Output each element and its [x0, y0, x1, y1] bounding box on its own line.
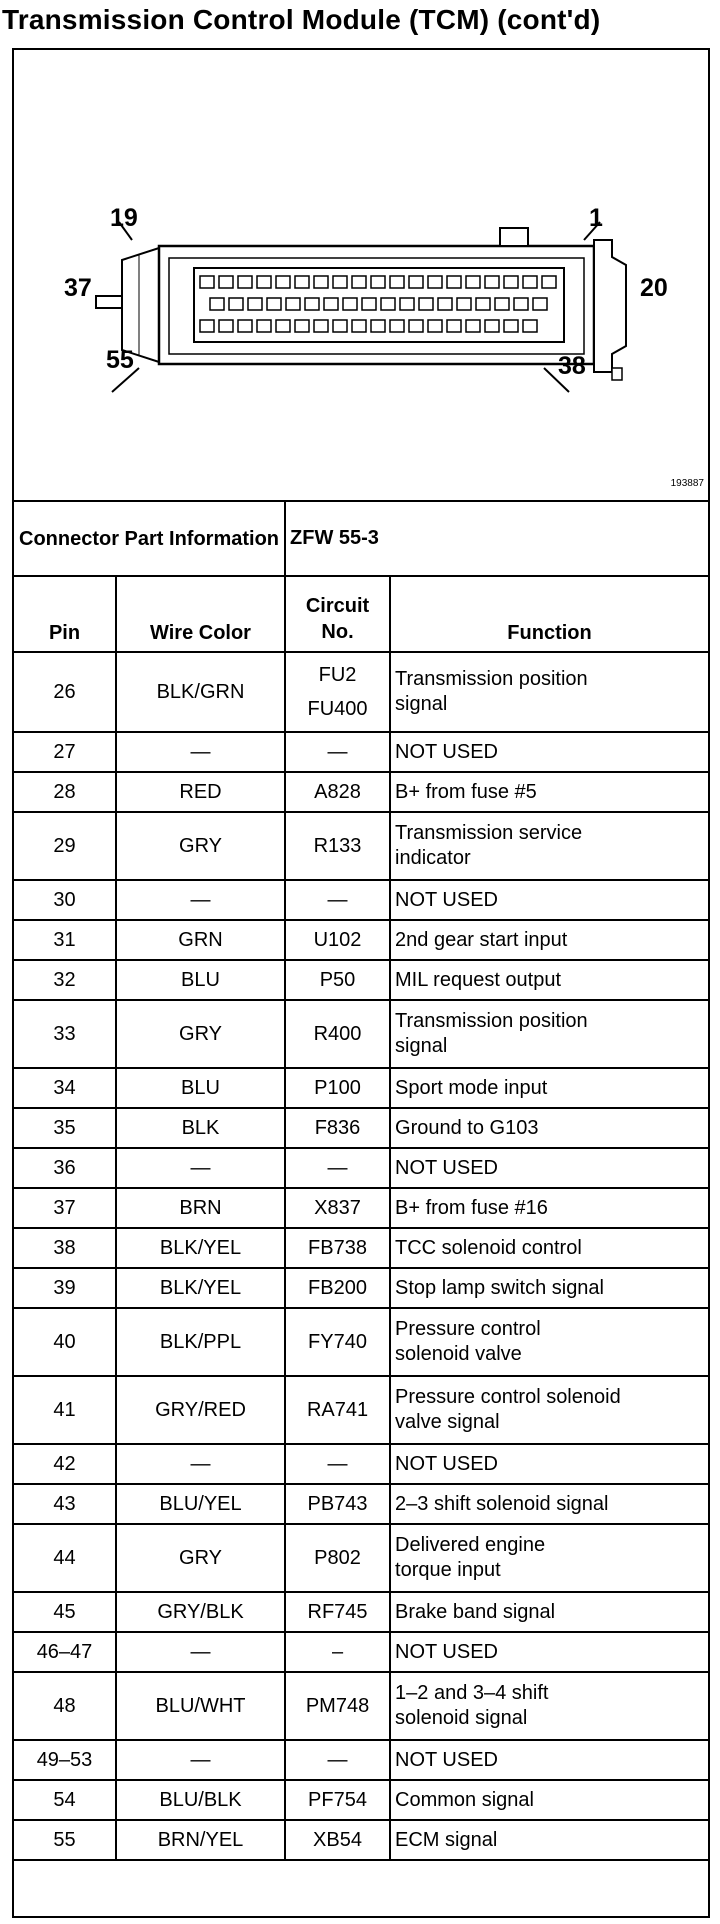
- pin-label-55: 55: [106, 346, 134, 374]
- pin-cell: 49–53: [14, 1740, 116, 1780]
- pin-cavity: [238, 276, 252, 288]
- circuit-no: FU400: [307, 698, 368, 720]
- pin-cell: 48: [14, 1672, 116, 1740]
- circuit-no-cell: [285, 1108, 390, 1148]
- pin-cavity: [533, 298, 547, 310]
- function-text: Sport mode input: [395, 1076, 548, 1099]
- pin-cavity: [438, 298, 452, 310]
- circuit-no-cell: [285, 1268, 390, 1308]
- function-cell: [390, 1308, 708, 1376]
- circuit-no: A828: [314, 781, 361, 803]
- function-text: B+ from fuse #5: [395, 780, 537, 803]
- pin-cavity: [333, 276, 347, 288]
- table-row: [14, 1108, 708, 1148]
- function-text: Stop lamp switch signal: [395, 1276, 604, 1299]
- pin-cell: 41: [14, 1376, 116, 1444]
- function-text: B+ from fuse #16: [395, 1196, 548, 1219]
- function-cell: [390, 1188, 708, 1228]
- figure-number: 193887: [670, 478, 704, 489]
- circuit-no-cell: [285, 1524, 390, 1592]
- pin-cell: 37: [14, 1188, 116, 1228]
- pin-cavity: [248, 298, 262, 310]
- function-cell: [390, 1740, 708, 1780]
- pin-cavity: [428, 276, 442, 288]
- wire-color-cell: BLK/YEL: [116, 1268, 285, 1308]
- wire-color-cell: BLU/BLK: [116, 1780, 285, 1820]
- pin-cavity: [229, 298, 243, 310]
- pin-label-38: 38: [558, 352, 586, 380]
- pin-cell: 39: [14, 1268, 116, 1308]
- header-function: Function: [390, 576, 708, 652]
- pin-cell: 45: [14, 1592, 116, 1632]
- circuit-no-cell: [285, 880, 390, 920]
- table-row: [14, 1188, 708, 1228]
- circuit-no: RF745: [307, 1601, 368, 1623]
- function-text: 2–3 shift solenoid signal: [395, 1492, 609, 1515]
- table-row: [14, 920, 708, 960]
- pin-cavity: [267, 298, 281, 310]
- function-text: 1–2 and 3–4 shift: [395, 1682, 549, 1704]
- function-cell: [390, 1000, 708, 1068]
- wire-color-cell: —: [116, 1632, 285, 1672]
- pin-cavity: [466, 276, 480, 288]
- connector-info-value: ZFW 55-3: [285, 502, 708, 576]
- pin-cell: 26: [14, 652, 116, 732]
- circuit-no-cell: [285, 812, 390, 880]
- function-text: NOT USED: [395, 888, 498, 911]
- circuit-no: FU2: [318, 664, 357, 686]
- table-row: [14, 1820, 708, 1860]
- circuit-no: —: [327, 889, 348, 911]
- wire-color-cell: BLU/WHT: [116, 1672, 285, 1740]
- pin-cell: 32: [14, 960, 116, 1000]
- circuit-no: FB200: [308, 1277, 367, 1299]
- function-text: NOT USED: [395, 1452, 498, 1475]
- function-text: Pressure control solenoid: [395, 1386, 621, 1408]
- pin-cavity: [371, 320, 385, 332]
- function-cell: [390, 732, 708, 772]
- pin-cavity: [276, 276, 290, 288]
- function-cell: [390, 1068, 708, 1108]
- wire-color-cell: —: [116, 1148, 285, 1188]
- pin-cavity: [257, 320, 271, 332]
- pin-cavity: [276, 320, 290, 332]
- pin-cavity: [476, 298, 490, 310]
- pin-cavity: [314, 276, 328, 288]
- circuit-no-cell: [285, 1444, 390, 1484]
- pin-cell: 29: [14, 812, 116, 880]
- pin-cavity: [381, 298, 395, 310]
- pin-cell: 46–47: [14, 1632, 116, 1672]
- pin-cavity: [447, 276, 461, 288]
- pin-cavity: [286, 298, 300, 310]
- function-cell: [390, 1524, 708, 1592]
- table-row: [14, 1376, 708, 1444]
- pin-cell: 34: [14, 1068, 116, 1108]
- circuit-no-cell: [285, 1228, 390, 1268]
- pin-cavity: [219, 276, 233, 288]
- function-cell: [390, 1780, 708, 1820]
- function-text: Brake band signal: [395, 1600, 556, 1623]
- table-row: [14, 1228, 708, 1268]
- pinout-frame: [12, 48, 710, 1918]
- circuit-no: RA741: [306, 1399, 369, 1421]
- pin-cavity: [485, 276, 499, 288]
- pin-cavity: [495, 298, 509, 310]
- pin-cavity: [352, 276, 366, 288]
- table-row: [14, 1632, 708, 1672]
- function-text: TCC solenoid control: [395, 1236, 582, 1259]
- wire-color-cell: RED: [116, 772, 285, 812]
- pin-cell: 38: [14, 1228, 116, 1268]
- function-cell: [390, 1228, 708, 1268]
- pin-cavity: [219, 320, 233, 332]
- pin-cell: 27: [14, 732, 116, 772]
- table-row: [14, 1592, 708, 1632]
- pin-cavity: [466, 320, 480, 332]
- function-text: MIL request output: [395, 968, 562, 991]
- table-row: [14, 1068, 708, 1108]
- circuit-no: –: [331, 1641, 344, 1663]
- table-row: [14, 1524, 708, 1592]
- circuit-no: R400: [313, 1023, 362, 1045]
- wire-color-cell: —: [116, 1444, 285, 1484]
- function-cell: [390, 880, 708, 920]
- pin-cavity: [305, 298, 319, 310]
- function-text: signal: [395, 1035, 448, 1057]
- table-row: [14, 1672, 708, 1740]
- circuit-no-cell: [285, 1376, 390, 1444]
- pin-cavity: [542, 276, 556, 288]
- pin-cavity: [409, 276, 423, 288]
- circuit-no-cell: [285, 732, 390, 772]
- pin-label-20: 20: [640, 274, 668, 302]
- function-text: valve signal: [395, 1411, 500, 1433]
- function-text: NOT USED: [395, 1640, 498, 1663]
- circuit-no-cell: [285, 772, 390, 812]
- wire-color-cell: BRN/YEL: [116, 1820, 285, 1860]
- function-cell: [390, 1268, 708, 1308]
- pin-cavity: [390, 276, 404, 288]
- pin-cavity: [457, 298, 471, 310]
- pin-cavity: [400, 298, 414, 310]
- circuit-no: P50: [319, 969, 356, 991]
- pin-cavity: [409, 320, 423, 332]
- pin-label-37: 37: [64, 274, 92, 302]
- table-row: [14, 1780, 708, 1820]
- function-cell: [390, 1484, 708, 1524]
- circuit-no-cell: [285, 1632, 390, 1672]
- pin-cavity: [352, 320, 366, 332]
- function-text: solenoid valve: [395, 1343, 522, 1365]
- circuit-no: —: [327, 1157, 348, 1179]
- header-wire-color: Wire Color: [116, 576, 285, 652]
- pin-cavity: [200, 276, 214, 288]
- connector-diagram: [14, 50, 708, 502]
- table-row: [14, 880, 708, 920]
- function-cell: [390, 1820, 708, 1860]
- wire-color-cell: BLK/GRN: [116, 652, 285, 732]
- function-text: Transmission position: [395, 1010, 588, 1032]
- circuit-no-cell: [285, 1672, 390, 1740]
- pin-cavity: [324, 298, 338, 310]
- pin-cavity: [295, 320, 309, 332]
- circuit-no-cell: [285, 1820, 390, 1860]
- pin-cell: 31: [14, 920, 116, 960]
- function-text: Transmission position: [395, 668, 588, 690]
- pin-cavity: [485, 320, 499, 332]
- circuit-no-cell: [285, 1740, 390, 1780]
- wire-color-cell: BLU/YEL: [116, 1484, 285, 1524]
- pin-cavity: [447, 320, 461, 332]
- pin-cavity: [314, 320, 328, 332]
- circuit-no-cell: [285, 652, 390, 732]
- wire-color-cell: GRY: [116, 1000, 285, 1068]
- pin-cavity: [504, 320, 518, 332]
- connector-info-row: [14, 502, 708, 576]
- circuit-no: PF754: [308, 1789, 367, 1811]
- circuit-no: PM748: [305, 1695, 370, 1717]
- pin-cavity: [523, 276, 537, 288]
- pin-cell: 54: [14, 1780, 116, 1820]
- function-cell: [390, 812, 708, 880]
- wire-color-cell: BLK/PPL: [116, 1308, 285, 1376]
- wire-color-cell: GRN: [116, 920, 285, 960]
- pin-cavity: [419, 298, 433, 310]
- pin-cavity: [428, 320, 442, 332]
- table-row: [14, 652, 708, 732]
- pin-cavity: [390, 320, 404, 332]
- function-text: NOT USED: [395, 1748, 498, 1771]
- pin-cell: 55: [14, 1820, 116, 1860]
- table-row: [14, 1484, 708, 1524]
- circuit-no: XB54: [313, 1829, 362, 1851]
- pin-cell: 30: [14, 880, 116, 920]
- table-row: [14, 1444, 708, 1484]
- wire-color-cell: —: [116, 880, 285, 920]
- function-cell: [390, 652, 708, 732]
- function-cell: [390, 1592, 708, 1632]
- pin-cell: 44: [14, 1524, 116, 1592]
- circuit-no: —: [327, 1453, 348, 1475]
- circuit-no-cell: [285, 1308, 390, 1376]
- circuit-no: R133: [313, 835, 362, 857]
- table-row: [14, 1000, 708, 1068]
- pin-label-19: 19: [110, 204, 138, 232]
- wire-color-cell: BLU: [116, 960, 285, 1000]
- function-cell: [390, 1444, 708, 1484]
- function-text: solenoid signal: [395, 1707, 528, 1729]
- function-text: Delivered engine: [395, 1534, 546, 1556]
- wire-color-cell: BLK: [116, 1108, 285, 1148]
- pinout-table-body: [14, 502, 708, 1860]
- pin-cavity: [210, 298, 224, 310]
- circuit-no-cell: [285, 1188, 390, 1228]
- wire-color-cell: BRN: [116, 1188, 285, 1228]
- wire-color-cell: GRY/RED: [116, 1376, 285, 1444]
- circuit-no-cell: [285, 1068, 390, 1108]
- circuit-no-cell: [285, 1148, 390, 1188]
- table-row: [14, 1308, 708, 1376]
- header-pin: Pin: [14, 576, 116, 652]
- circuit-no: —: [327, 1749, 348, 1771]
- function-cell: [390, 1632, 708, 1672]
- circuit-no: PB743: [307, 1493, 368, 1515]
- pin-cell: 35: [14, 1108, 116, 1148]
- pin-cell: 36: [14, 1148, 116, 1188]
- circuit-no: F836: [314, 1117, 361, 1139]
- table-row: [14, 1268, 708, 1308]
- table-row: [14, 772, 708, 812]
- wire-color-cell: —: [116, 1740, 285, 1780]
- function-text: Ground to G103: [395, 1116, 539, 1139]
- wire-color-cell: GRY/BLK: [116, 1592, 285, 1632]
- circuit-no-cell: [285, 1780, 390, 1820]
- function-cell: [390, 1376, 708, 1444]
- circuit-no-cell: [285, 1592, 390, 1632]
- function-text: NOT USED: [395, 740, 498, 763]
- function-text: Common signal: [395, 1788, 534, 1811]
- function-text: Pressure control: [395, 1318, 541, 1340]
- circuit-no: U102: [313, 929, 362, 951]
- circuit-no: FY740: [308, 1331, 367, 1353]
- pin-cell: 28: [14, 772, 116, 812]
- pin-cell: 40: [14, 1308, 116, 1376]
- pin-cavity: [257, 276, 271, 288]
- wire-color-cell: BLK/YEL: [116, 1228, 285, 1268]
- pin-label-1: 1: [589, 204, 603, 232]
- function-text: Transmission service: [395, 822, 583, 844]
- function-cell: [390, 1108, 708, 1148]
- circuit-no-cell: [285, 1000, 390, 1068]
- pin-cavity: [295, 276, 309, 288]
- circuit-no: X837: [314, 1197, 361, 1219]
- function-cell: [390, 960, 708, 1000]
- function-text: 2nd gear start input: [395, 928, 568, 951]
- pin-cell: 42: [14, 1444, 116, 1484]
- table-row: [14, 960, 708, 1000]
- wire-color-cell: GRY: [116, 812, 285, 880]
- pin-cell: 43: [14, 1484, 116, 1524]
- function-cell: [390, 920, 708, 960]
- pin-cavity: [504, 276, 518, 288]
- circuit-no: P100: [314, 1077, 361, 1099]
- function-cell: [390, 1672, 708, 1740]
- function-cell: [390, 1148, 708, 1188]
- page-title: Transmission Control Module (TCM) (cont'd): [2, 4, 601, 35]
- wire-color-cell: BLU: [116, 1068, 285, 1108]
- circuit-no: —: [327, 741, 348, 763]
- function-text: indicator: [395, 847, 471, 869]
- pin-cavity: [523, 320, 537, 332]
- pin-cavity: [200, 320, 214, 332]
- circuit-no: P802: [314, 1547, 361, 1569]
- pin-cavity: [343, 298, 357, 310]
- function-cell: [390, 772, 708, 812]
- table-row: [14, 812, 708, 880]
- function-text: ECM signal: [395, 1828, 498, 1851]
- function-text: NOT USED: [395, 1156, 498, 1179]
- table-row: [14, 1740, 708, 1780]
- pin-cavity: [514, 298, 528, 310]
- table-row: [14, 1148, 708, 1188]
- table-row: [14, 732, 708, 772]
- pin-cavity: [371, 276, 385, 288]
- circuit-no-cell: [285, 960, 390, 1000]
- circuit-no: FB738: [308, 1237, 367, 1259]
- connector-info-label: Connector Part Information: [14, 502, 285, 576]
- function-text: torque input: [395, 1559, 501, 1581]
- pin-cell: 33: [14, 1000, 116, 1068]
- pinout-table: [14, 502, 708, 1861]
- circuit-no-cell: [285, 1484, 390, 1524]
- pin-cavity: [333, 320, 347, 332]
- circuit-no-cell: [285, 920, 390, 960]
- header-circuit-no: Circuit No.: [285, 576, 390, 652]
- wire-color-cell: GRY: [116, 1524, 285, 1592]
- pin-cavity: [238, 320, 252, 332]
- function-text: signal: [395, 693, 448, 715]
- wire-color-cell: —: [116, 732, 285, 772]
- connector-drawing: [14, 50, 708, 500]
- pin-cavity: [362, 298, 376, 310]
- header-row: [14, 576, 708, 652]
